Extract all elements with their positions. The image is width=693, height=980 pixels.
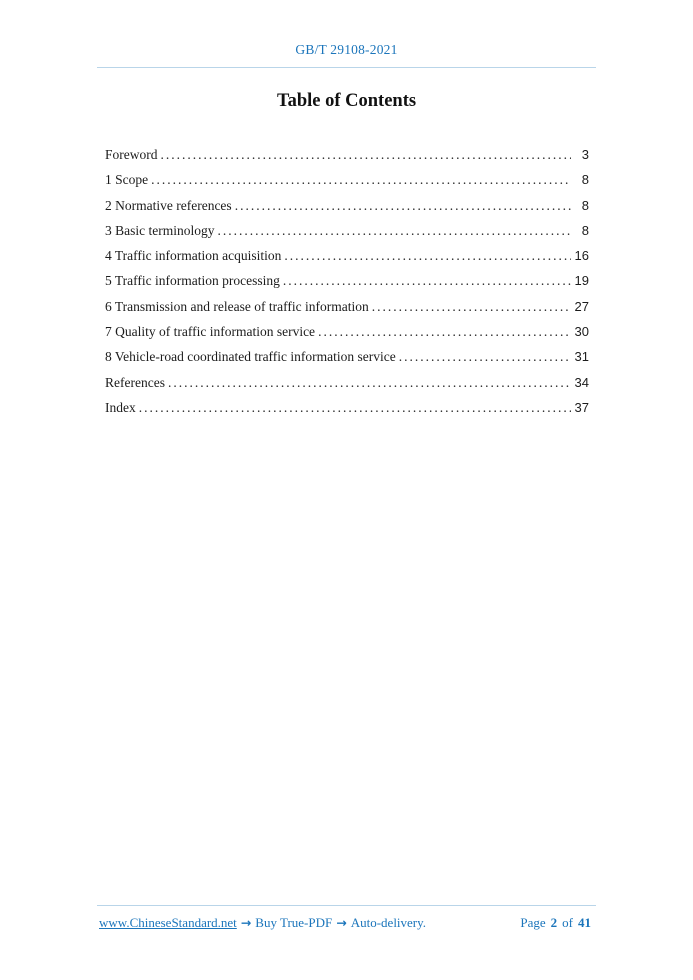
- toc-entry-label: Foreword: [105, 147, 158, 162]
- toc-entry-label: 5 Traffic information processing: [105, 273, 280, 289]
- footer-promo: [99, 915, 426, 931]
- toc-entry-page: 37: [574, 399, 589, 415]
- of-label: of: [562, 915, 573, 930]
- toc-entry-page: 16: [574, 248, 589, 264]
- toc-entry-page: 31: [574, 349, 589, 365]
- total-page-count: 41: [578, 915, 591, 930]
- toc-entry-label: 3 Basic terminology: [105, 222, 215, 238]
- toc-entry-label: 1 Scope: [105, 172, 149, 188]
- toc-entry-page: 3: [581, 147, 589, 162]
- toc-dot-leader: [283, 268, 571, 293]
- arrow-right-icon: →: [240, 915, 252, 930]
- page-indicator: [518, 915, 594, 931]
- toc-dot-leader: [284, 243, 571, 268]
- page-label: Page: [520, 915, 546, 930]
- toc-entry: [105, 319, 589, 344]
- toc-dot-leader: [399, 344, 571, 369]
- toc-dot-leader: [161, 142, 572, 167]
- toc-dot-leader: [372, 294, 571, 319]
- current-page-number: 2: [550, 915, 558, 930]
- toc-entry: [105, 193, 589, 218]
- toc-entry: [105, 142, 589, 167]
- toc-entry-label: 8 Vehicle-road coordinated traffic information service: [105, 349, 396, 365]
- arrow-right-icon: →: [336, 915, 347, 930]
- toc-dot-leader: [235, 193, 571, 218]
- toc-entry: [105, 167, 589, 192]
- toc-entry: [105, 294, 589, 319]
- page-title: Table of Contents: [276, 91, 417, 111]
- toc-entry-page: 30: [574, 324, 589, 340]
- toc-entry-label: 4 Traffic information acquisition: [105, 248, 282, 264]
- table-of-contents: [105, 142, 589, 420]
- toc-dot-leader: [318, 319, 571, 344]
- toc-entry-page: 34: [574, 374, 589, 390]
- delivery-text: Auto-delivery.: [350, 915, 427, 930]
- toc-entry: [105, 218, 589, 243]
- toc-entry-label: 7 Quality of traffic information service: [105, 324, 316, 340]
- toc-entry: [105, 344, 589, 369]
- toc-entry-page: 19: [574, 273, 589, 289]
- toc-entry-label: 6 Transmission and release of traffic information: [105, 298, 369, 314]
- website-link[interactable]: www.ChineseStandard.net: [99, 915, 237, 930]
- toc-dot-leader: [168, 370, 571, 395]
- toc-dot-leader: [139, 395, 571, 420]
- page-footer: [97, 905, 596, 931]
- toc-entry: [105, 395, 589, 420]
- toc-entry: [105, 370, 589, 395]
- toc-entry-label: References: [105, 374, 165, 390]
- toc-entry-page: 27: [574, 298, 589, 314]
- page-header: [0, 0, 693, 68]
- toc-entry: [105, 243, 589, 268]
- toc-entry-page: 8: [581, 197, 589, 213]
- toc-entry-label: Index: [105, 399, 136, 415]
- toc-dot-leader: [151, 167, 571, 192]
- toc-dot-leader: [217, 218, 571, 243]
- doc-number: GB/T 29108-2021: [295, 42, 398, 57]
- toc-entry-page: 8: [581, 172, 589, 188]
- header-divider: [97, 67, 596, 68]
- toc-entry: [105, 268, 589, 293]
- toc-entry-page: 8: [581, 222, 589, 238]
- toc-entry-label: 2 Normative references: [105, 197, 232, 213]
- footer-divider: [97, 905, 596, 906]
- buy-pdf-text: Buy True-PDF: [255, 915, 333, 930]
